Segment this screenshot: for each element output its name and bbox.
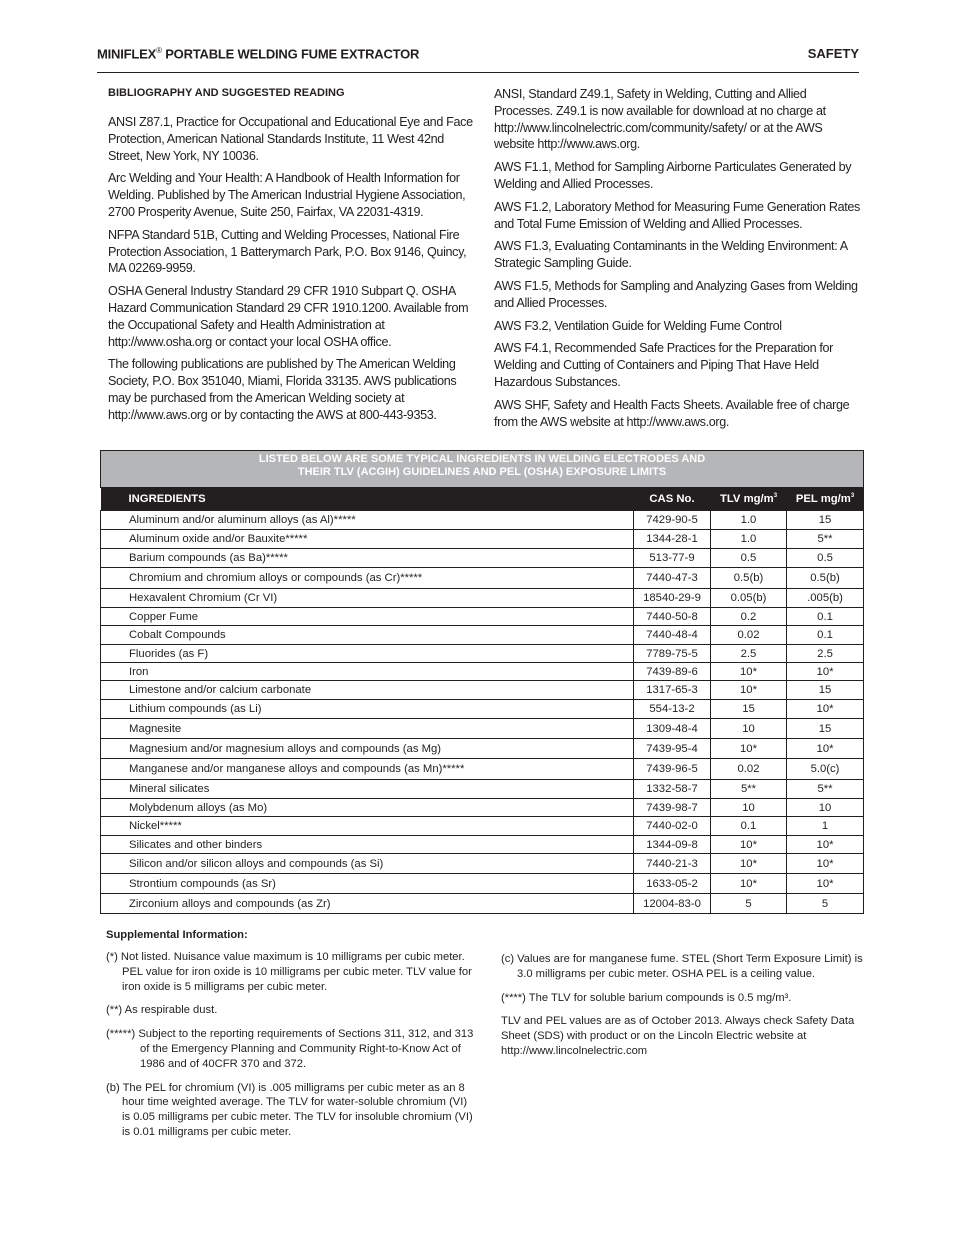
cas-cell: 7440-02-0 <box>634 817 711 836</box>
ingredient-cell: Limestone and/or calcium carbonate <box>101 681 634 700</box>
ingredient-cell: Lithium compounds (as Li) <box>101 700 634 719</box>
column-header-tlv <box>711 488 787 511</box>
cas-cell: 7440-50-8 <box>634 608 711 626</box>
cas-cell: 7439-95-4 <box>634 739 711 759</box>
tlv-cell: 0.02 <box>711 759 787 780</box>
pel-cell: 1 <box>787 817 864 836</box>
cas-cell: 513-77-9 <box>634 549 711 568</box>
tlv-cell: 5 <box>711 894 787 914</box>
cas-cell: 554-13-2 <box>634 700 711 719</box>
pel-cell: 15 <box>787 511 864 530</box>
bibliography-entry: AWS F1.5, Methods for Sampling and Analyzing Gases from Welding and Allied Processes. <box>494 278 858 310</box>
table-row <box>101 874 864 894</box>
bibliography-entry: Arc Welding and Your Health: A Handbook of Health Information for Welding. Published by The American Industrial Hygiene Association, 2700 Prosperity Avenue, Suite 250, Fairfax, VA 22031-4319. <box>108 171 466 219</box>
tlv-cell: 2.5 <box>711 645 787 663</box>
footnote: (**) As respirable dust. <box>106 1004 218 1017</box>
tlv-cell: 0.02 <box>711 626 787 645</box>
pel-cell: 0.5 <box>787 549 864 568</box>
tlv-cell: 10* <box>711 836 787 854</box>
table-row <box>101 530 864 549</box>
cas-cell: 7439-96-5 <box>634 759 711 780</box>
cas-cell: 1332-58-7 <box>634 780 711 799</box>
column-header-tlv-sup: 3 <box>773 493 778 500</box>
cas-cell: 12004-83-0 <box>634 894 711 914</box>
pel-cell: 0.1 <box>787 608 864 626</box>
ingredient-cell: Chromium and chromium alloys or compounds (as Cr)***** <box>101 568 634 589</box>
table-row <box>101 608 864 626</box>
tlv-cell: 10 <box>711 799 787 817</box>
ingredients-table <box>100 450 864 914</box>
bibliography-entry: ANSI, Standard Z49.1, Safety in Welding, Cutting and Allied Processes. Z49.1 is now available for download at no charge at http://www.lincolnelectric.com/community/safety/ or at the AWS website http://www.aws.org. <box>494 87 826 152</box>
table-row <box>101 626 864 645</box>
cas-cell: 7440-21-3 <box>634 854 711 874</box>
table-row <box>101 739 864 759</box>
table-banner-line: LISTED BELOW ARE SOME TYPICAL INGREDIENTS IN WELDING ELECTRODES AND <box>258 453 706 465</box>
bibliography-entry: ANSI Z87.1, Practice for Occupational and Educational Eye and Face Protection, American National Standards Institute, 11 West 42nd Street, New York, NY 10036. <box>108 115 473 163</box>
page-header <box>97 46 859 73</box>
table-row <box>101 549 864 568</box>
table-row <box>101 780 864 799</box>
footnote: (b) The PEL for chromium (VI) is .005 milligrams per cubic meter as an 8 hour time weighted average. The TLV for water-soluble chromium (VI) is 0.05 milligrams per cubic meter. The TLV for insoluble chromium (VI) is 0.01 milligrams per cubic meter. <box>106 1081 473 1138</box>
tlv-cell: 0.05(b) <box>711 589 787 608</box>
bibliography-right-column <box>494 86 862 436</box>
ingredient-cell: Copper Fume <box>101 608 634 626</box>
bibliography-entry: AWS SHF, Safety and Health Facts Sheets. Available free of charge from the AWS website at http://www.aws.org. <box>494 397 850 429</box>
ingredient-cell: Strontium compounds (as Sr) <box>101 874 634 894</box>
bibliography-entry: AWS F3.2, Ventilation Guide for Welding Fume Control <box>494 318 782 333</box>
table-row <box>101 681 864 700</box>
table-row <box>101 511 864 530</box>
bibliography-entry: OSHA General Industry Standard 29 CFR 1910 Subpart Q. OSHA Hazard Communication Standard 29 CFR 1910.1200. Available from the Occupational Safety and Health Administration at http://www.osha.org or contact your local OSHA office. <box>108 284 469 349</box>
section-label: SAFETY <box>807 46 859 61</box>
pel-cell: 10* <box>787 700 864 719</box>
supplemental-title: Supplemental Information: <box>106 929 248 941</box>
cas-cell: 1344-09-8 <box>634 836 711 854</box>
bibliography-entry: AWS F1.2, Laboratory Method for Measuring Fume Generation Rates and Total Fume Emission of Welding and Allied Processes. <box>494 199 860 231</box>
pel-cell: 10 <box>787 799 864 817</box>
pel-cell: 5 <box>787 894 864 914</box>
bibliography-entry: AWS F1.1, Method for Sampling Airborne Particulates Generated by Welding and Allied Processes. <box>494 160 852 191</box>
ingredient-cell: Silicates and other binders <box>101 836 634 854</box>
table-header-row <box>101 488 864 511</box>
table-row <box>101 854 864 874</box>
pel-cell: 0.5(b) <box>787 568 864 589</box>
tlv-cell: 10* <box>711 739 787 759</box>
pel-cell: 0.1 <box>787 626 864 645</box>
footnote: (*) Not listed. Nuisance value maximum is 10 milligrams per cubic meter. PEL value for iron oxide is 10 milligrams per cubic meter. TLV value for iron oxide is 5 milligrams per cubic meter. <box>106 951 472 993</box>
table-row <box>101 719 864 739</box>
document-title <box>97 46 419 61</box>
cas-cell: 7440-48-4 <box>634 626 711 645</box>
table-row <box>101 799 864 817</box>
cas-cell: 1344-28-1 <box>634 530 711 549</box>
column-header-pel-sup: 3 <box>850 493 855 500</box>
footnote: (*****) Subject to the reporting requirements of Sections 311, 312, and 313 of the Emergency Planning and Community Right-to-Know Act of 1986 and of 40CFR 370 and 372. <box>106 1028 474 1070</box>
ingredient-cell: Zirconium alloys and compounds (as Zr) <box>101 894 634 914</box>
ingredient-cell: Hexavalent Chromium (Cr VI) <box>101 589 634 608</box>
table-row <box>101 817 864 836</box>
ingredient-cell: Barium compounds (as Ba)***** <box>101 549 634 568</box>
validity-note: TLV and PEL values are as of October 2013. Always check Safety Data Sheet (SDS) with product or on the Lincoln Electric website at http://www.lincolnelectric.com <box>501 1015 855 1057</box>
cas-cell: 7440-47-3 <box>634 568 711 589</box>
supplemental-left-column <box>106 950 476 1149</box>
tlv-cell: 0.1 <box>711 817 787 836</box>
document-title-rest: PORTABLE WELDING FUME EXTRACTOR <box>165 46 420 62</box>
ingredient-cell: Magnesium and/or magnesium alloys and compounds (as Mg) <box>101 739 634 759</box>
table-row <box>101 894 864 914</box>
table-banner <box>101 451 864 488</box>
table-row <box>101 645 864 663</box>
tlv-cell: 1.0 <box>711 511 787 530</box>
tlv-cell: 0.2 <box>711 608 787 626</box>
pel-cell: 5** <box>787 780 864 799</box>
bibliography-entry: NFPA Standard 51B, Cutting and Welding Processes, National Fire Protection Association, 1 Batterymarch Park, P.O. Box 9146, Quincy, MA 02269-9959. <box>108 227 467 276</box>
pel-cell: 10* <box>787 854 864 874</box>
bibliography-entry: AWS F4.1, Recommended Safe Practices for the Preparation for Welding and Cutting of Containers and Piping That Have Held Hazardous Substances. <box>494 341 834 389</box>
pel-cell: 15 <box>787 681 864 700</box>
table-banner-line: THEIR TLV (ACGIH) GUIDELINES AND PEL (OSHA) EXPOSURE LIMITS <box>297 466 667 478</box>
table-row <box>101 568 864 589</box>
cas-cell: 7429-90-5 <box>634 511 711 530</box>
tlv-cell: 1.0 <box>711 530 787 549</box>
pel-cell: 10* <box>787 836 864 854</box>
table-row <box>101 663 864 681</box>
footnote: (c) Values are for manganese fume. STEL (Short Term Exposure Limit) is 3.0 milligrams per cubic meter. OSHA PEL is a ceiling value. <box>501 953 863 980</box>
cas-cell: 1309-48-4 <box>634 719 711 739</box>
tlv-cell: 10* <box>711 874 787 894</box>
pel-cell: 15 <box>787 719 864 739</box>
cas-cell: 1633-05-2 <box>634 874 711 894</box>
tlv-cell: 15 <box>711 700 787 719</box>
ingredient-cell: Magnesite <box>101 719 634 739</box>
tlv-cell: 10* <box>711 681 787 700</box>
tlv-cell: 10* <box>711 663 787 681</box>
tlv-cell: 10* <box>711 854 787 874</box>
footnote: (****) The TLV for soluble barium compounds is 0.5 mg/m³. <box>501 991 792 1004</box>
column-header-pel <box>787 488 864 511</box>
table-row <box>101 759 864 780</box>
pel-cell: 2.5 <box>787 645 864 663</box>
ingredient-cell: Fluorides (as F) <box>101 645 634 663</box>
tlv-cell: 0.5(b) <box>711 568 787 589</box>
pel-cell: 10* <box>787 663 864 681</box>
bibliography-entry: The following publications are published by The American Welding Society, P.O. Box 351040, Miami, Florida 33135. AWS publications may be purchased from the American Welding society at http://www.aws.org or by contacting the AWS at 800-443-9353. <box>108 357 457 422</box>
ingredient-cell: Cobalt Compounds <box>101 626 634 645</box>
bibliography-entry: AWS F1.3, Evaluating Contaminants in the Welding Environment: A Strategic Sampling Guide. <box>494 239 848 271</box>
cas-cell: 7439-98-7 <box>634 799 711 817</box>
ingredient-cell: Molybdenum alloys (as Mo) <box>101 799 634 817</box>
tlv-cell: 5** <box>711 780 787 799</box>
product-name: MINIFLEX <box>97 46 157 62</box>
pel-cell: 5** <box>787 530 864 549</box>
table-body <box>101 511 864 914</box>
column-header-cas: CAS No. <box>634 488 711 511</box>
bibliography-left-column <box>108 86 474 430</box>
table-row <box>101 836 864 854</box>
cas-cell: 1317-65-3 <box>634 681 711 700</box>
ingredient-cell: Aluminum oxide and/or Bauxite***** <box>101 530 634 549</box>
cas-cell: 18540-29-9 <box>634 589 711 608</box>
pel-cell: 10* <box>787 739 864 759</box>
ingredient-cell: Iron <box>101 663 634 681</box>
tlv-cell: 10 <box>711 719 787 739</box>
pel-cell: 5.0(c) <box>787 759 864 780</box>
pel-cell: 10* <box>787 874 864 894</box>
column-header-ingredients: INGREDIENTS <box>101 488 634 511</box>
ingredients-table-container <box>100 450 863 914</box>
pel-cell: .005(b) <box>787 589 864 608</box>
table-row <box>101 589 864 608</box>
ingredient-cell: Nickel***** <box>101 817 634 836</box>
ingredient-cell: Silicon and/or silicon alloys and compounds (as Si) <box>101 854 634 874</box>
column-header-pel-text: PEL mg/m <box>795 493 851 505</box>
cas-cell: 7789-75-5 <box>634 645 711 663</box>
supplemental-right-column <box>501 952 863 1059</box>
cas-cell: 7439-89-6 <box>634 663 711 681</box>
registered-mark: ® <box>156 46 162 55</box>
column-header-tlv-text: TLV mg/m <box>719 493 774 505</box>
table-row <box>101 700 864 719</box>
ingredient-cell: Aluminum and/or aluminum alloys (as Al)***** <box>101 511 634 530</box>
ingredient-cell: Manganese and/or manganese alloys and compounds (as Mn)***** <box>101 759 634 780</box>
bibliography-heading: BIBLIOGRAPHY AND SUGGESTED READING <box>108 87 345 99</box>
tlv-cell: 0.5 <box>711 549 787 568</box>
ingredient-cell: Mineral silicates <box>101 780 634 799</box>
